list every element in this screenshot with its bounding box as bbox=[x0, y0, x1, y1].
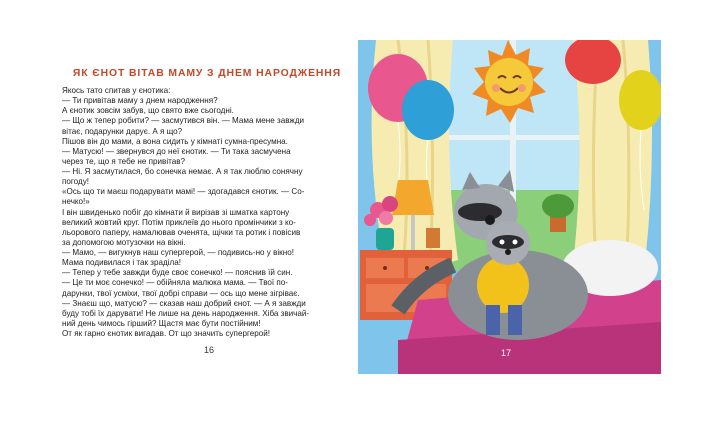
story-line: погоду! bbox=[62, 177, 89, 187]
story-line: через те, що я тебе не привітав? bbox=[62, 156, 186, 166]
story-line: льорового паперу, намалював оченята, щічки та ротик і повісив bbox=[62, 227, 301, 237]
story-line: ний день чимось гірший? Щастя має бути постійним! bbox=[62, 318, 261, 328]
story-line: за допомогою мотузочки на вікні. bbox=[62, 237, 186, 247]
story-line: От як гарно єнотик вигадав. От що значить супергерой! bbox=[62, 329, 270, 338]
story-line: дарунки, твої усміхи, твої добрі справи — ось що мене зігріває. bbox=[62, 288, 300, 298]
page-number-right: 17 bbox=[501, 348, 512, 358]
story-line: — Матусю! — звернувся до неї єнотик. — Ти така засмучена bbox=[62, 146, 291, 156]
story-line: І він швиденько побіг до кімнати й вирізав зі шматка картону bbox=[62, 207, 290, 217]
story-line: «Ось що ти маєш подарувати мамі! — здогадався єнотик. — Со- bbox=[62, 187, 305, 197]
story-line: — Знаєш що, матусю? — сказав наш добрий єнот. — А я завжди bbox=[62, 298, 306, 308]
story-line: вітає, подарунки дарує. А я що? bbox=[62, 126, 183, 136]
window-frame bbox=[438, 135, 588, 140]
story-line: Якось тато спитав у єнотика: bbox=[62, 86, 171, 95]
photo-frame bbox=[426, 228, 440, 248]
story-text bbox=[62, 86, 352, 339]
page-number-left: 16 bbox=[204, 345, 215, 355]
story-line: — Мамо, — вигукнув наш супергерой, — подивись-но у вікно! bbox=[62, 248, 294, 257]
story-line: Мама подивилася і так зраділа! bbox=[62, 258, 181, 268]
story-line: — Це ти моє сонечко! — обійняла малюка мама. — Твої по- bbox=[62, 278, 288, 288]
story-line: — Ні. Я засмутилася, бо сонечка немає. А я так люблю сонячну bbox=[62, 167, 303, 176]
story-illustration bbox=[358, 40, 661, 374]
story-line: А єнотик зовсім забув, що свято вже сьогодні. bbox=[62, 106, 234, 116]
illustration-scene bbox=[358, 40, 661, 374]
story-line: — Ти привітав маму з днем народження? bbox=[62, 96, 218, 106]
story-line: — Тепер у тебе завжди буде своє сонечко! — пояснив їй син. bbox=[62, 268, 293, 278]
story-line: нечко!» bbox=[62, 197, 90, 207]
story-line: — Що ж тепер робити? — засмутився він. — Мама мене завжди bbox=[62, 116, 305, 126]
story-line: Пішов він до мами, а вона сидить у кімнаті сумна-пресумна. bbox=[62, 136, 288, 146]
story-line: великий жовтий круг. Потім приклеїв до нього промінчики з ко- bbox=[62, 217, 296, 227]
story-line: буду тобі їх дарувати! Не лише на день народження. Хіба звичай- bbox=[62, 308, 310, 318]
story-title: ЯК ЄНОТ ВІТАВ МАМУ З ДНЕМ НАРОДЖЕННЯ bbox=[72, 68, 342, 79]
